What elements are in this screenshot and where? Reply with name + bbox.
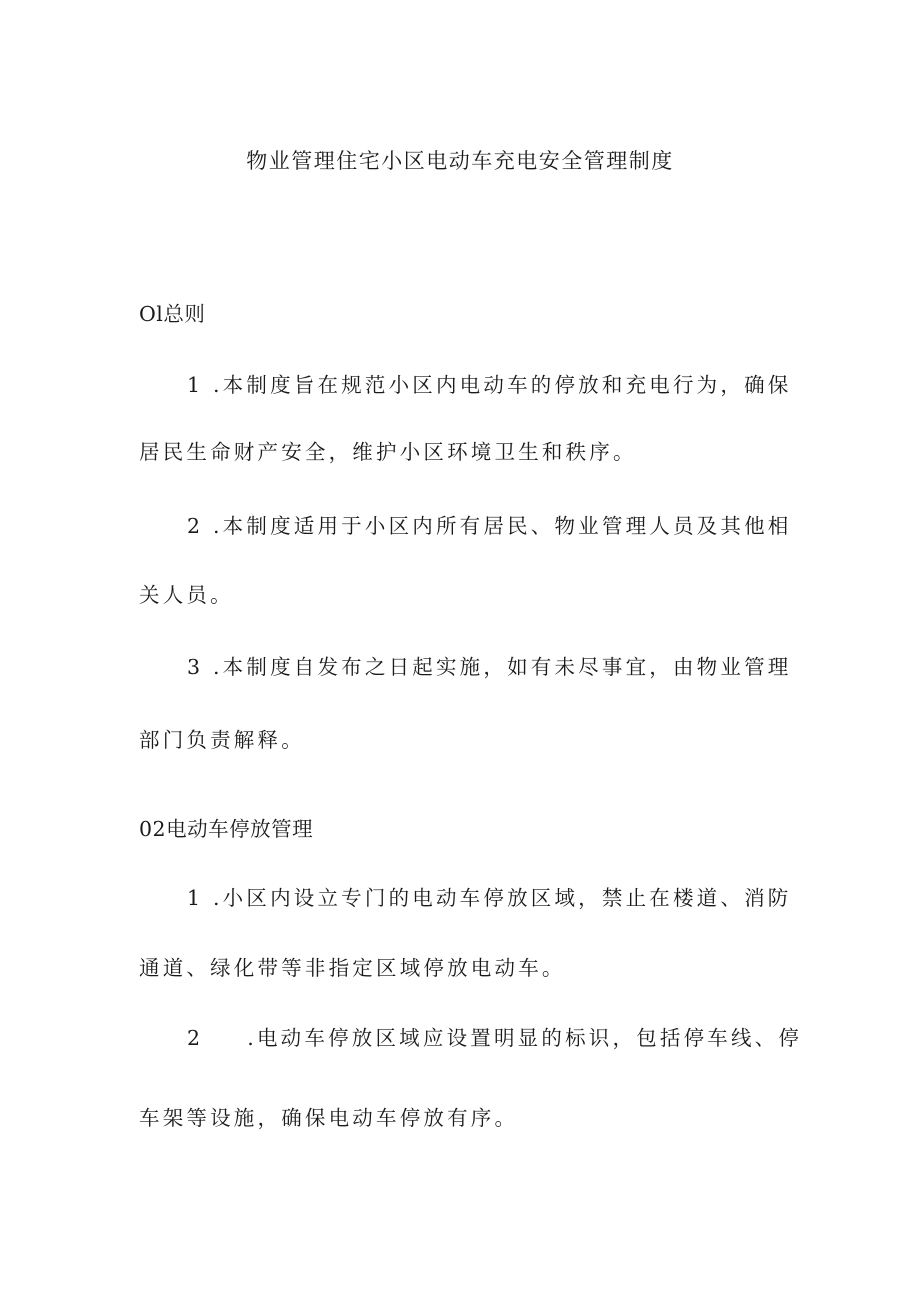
document-title: 物业管理住宅小区电动车充电安全管理制度 xyxy=(246,149,674,173)
section-heading-general: Ol总则 xyxy=(139,302,206,326)
paragraph-line: 1 .小区内设立专门的电动车停放区域，禁止在楼道、消防 xyxy=(187,886,792,910)
paragraph-text: .电动车停放区域应设置明显的标识，包括停车线、停 xyxy=(247,1026,803,1050)
paragraph-line: 2 .本制度适用于小区内所有居民、物业管理人员及其他相 xyxy=(187,514,792,538)
paragraph-line: 关人员。 xyxy=(139,583,234,607)
paragraph-line: 1 .本制度旨在规范小区内电动车的停放和充电行为，确保 xyxy=(187,373,792,397)
paragraph-line: 车架等设施，确保电动车停放有序。 xyxy=(139,1106,519,1130)
paragraph-number: 2 xyxy=(187,1026,204,1050)
section-heading-parking: 02电动车停放管理 xyxy=(139,817,314,841)
paragraph-line: 居民生命财产安全，维护小区环境卫生和秩序。 xyxy=(139,440,637,464)
paragraph-line xyxy=(187,1023,802,1053)
paragraph-line: 部门负责解释。 xyxy=(139,728,305,752)
paragraph-line: 3 .本制度自发布之日起实施，如有未尽事宜，由物业管理 xyxy=(187,655,792,679)
paragraph-line: 通道、绿化带等非指定区域停放电动车。 xyxy=(139,956,566,980)
